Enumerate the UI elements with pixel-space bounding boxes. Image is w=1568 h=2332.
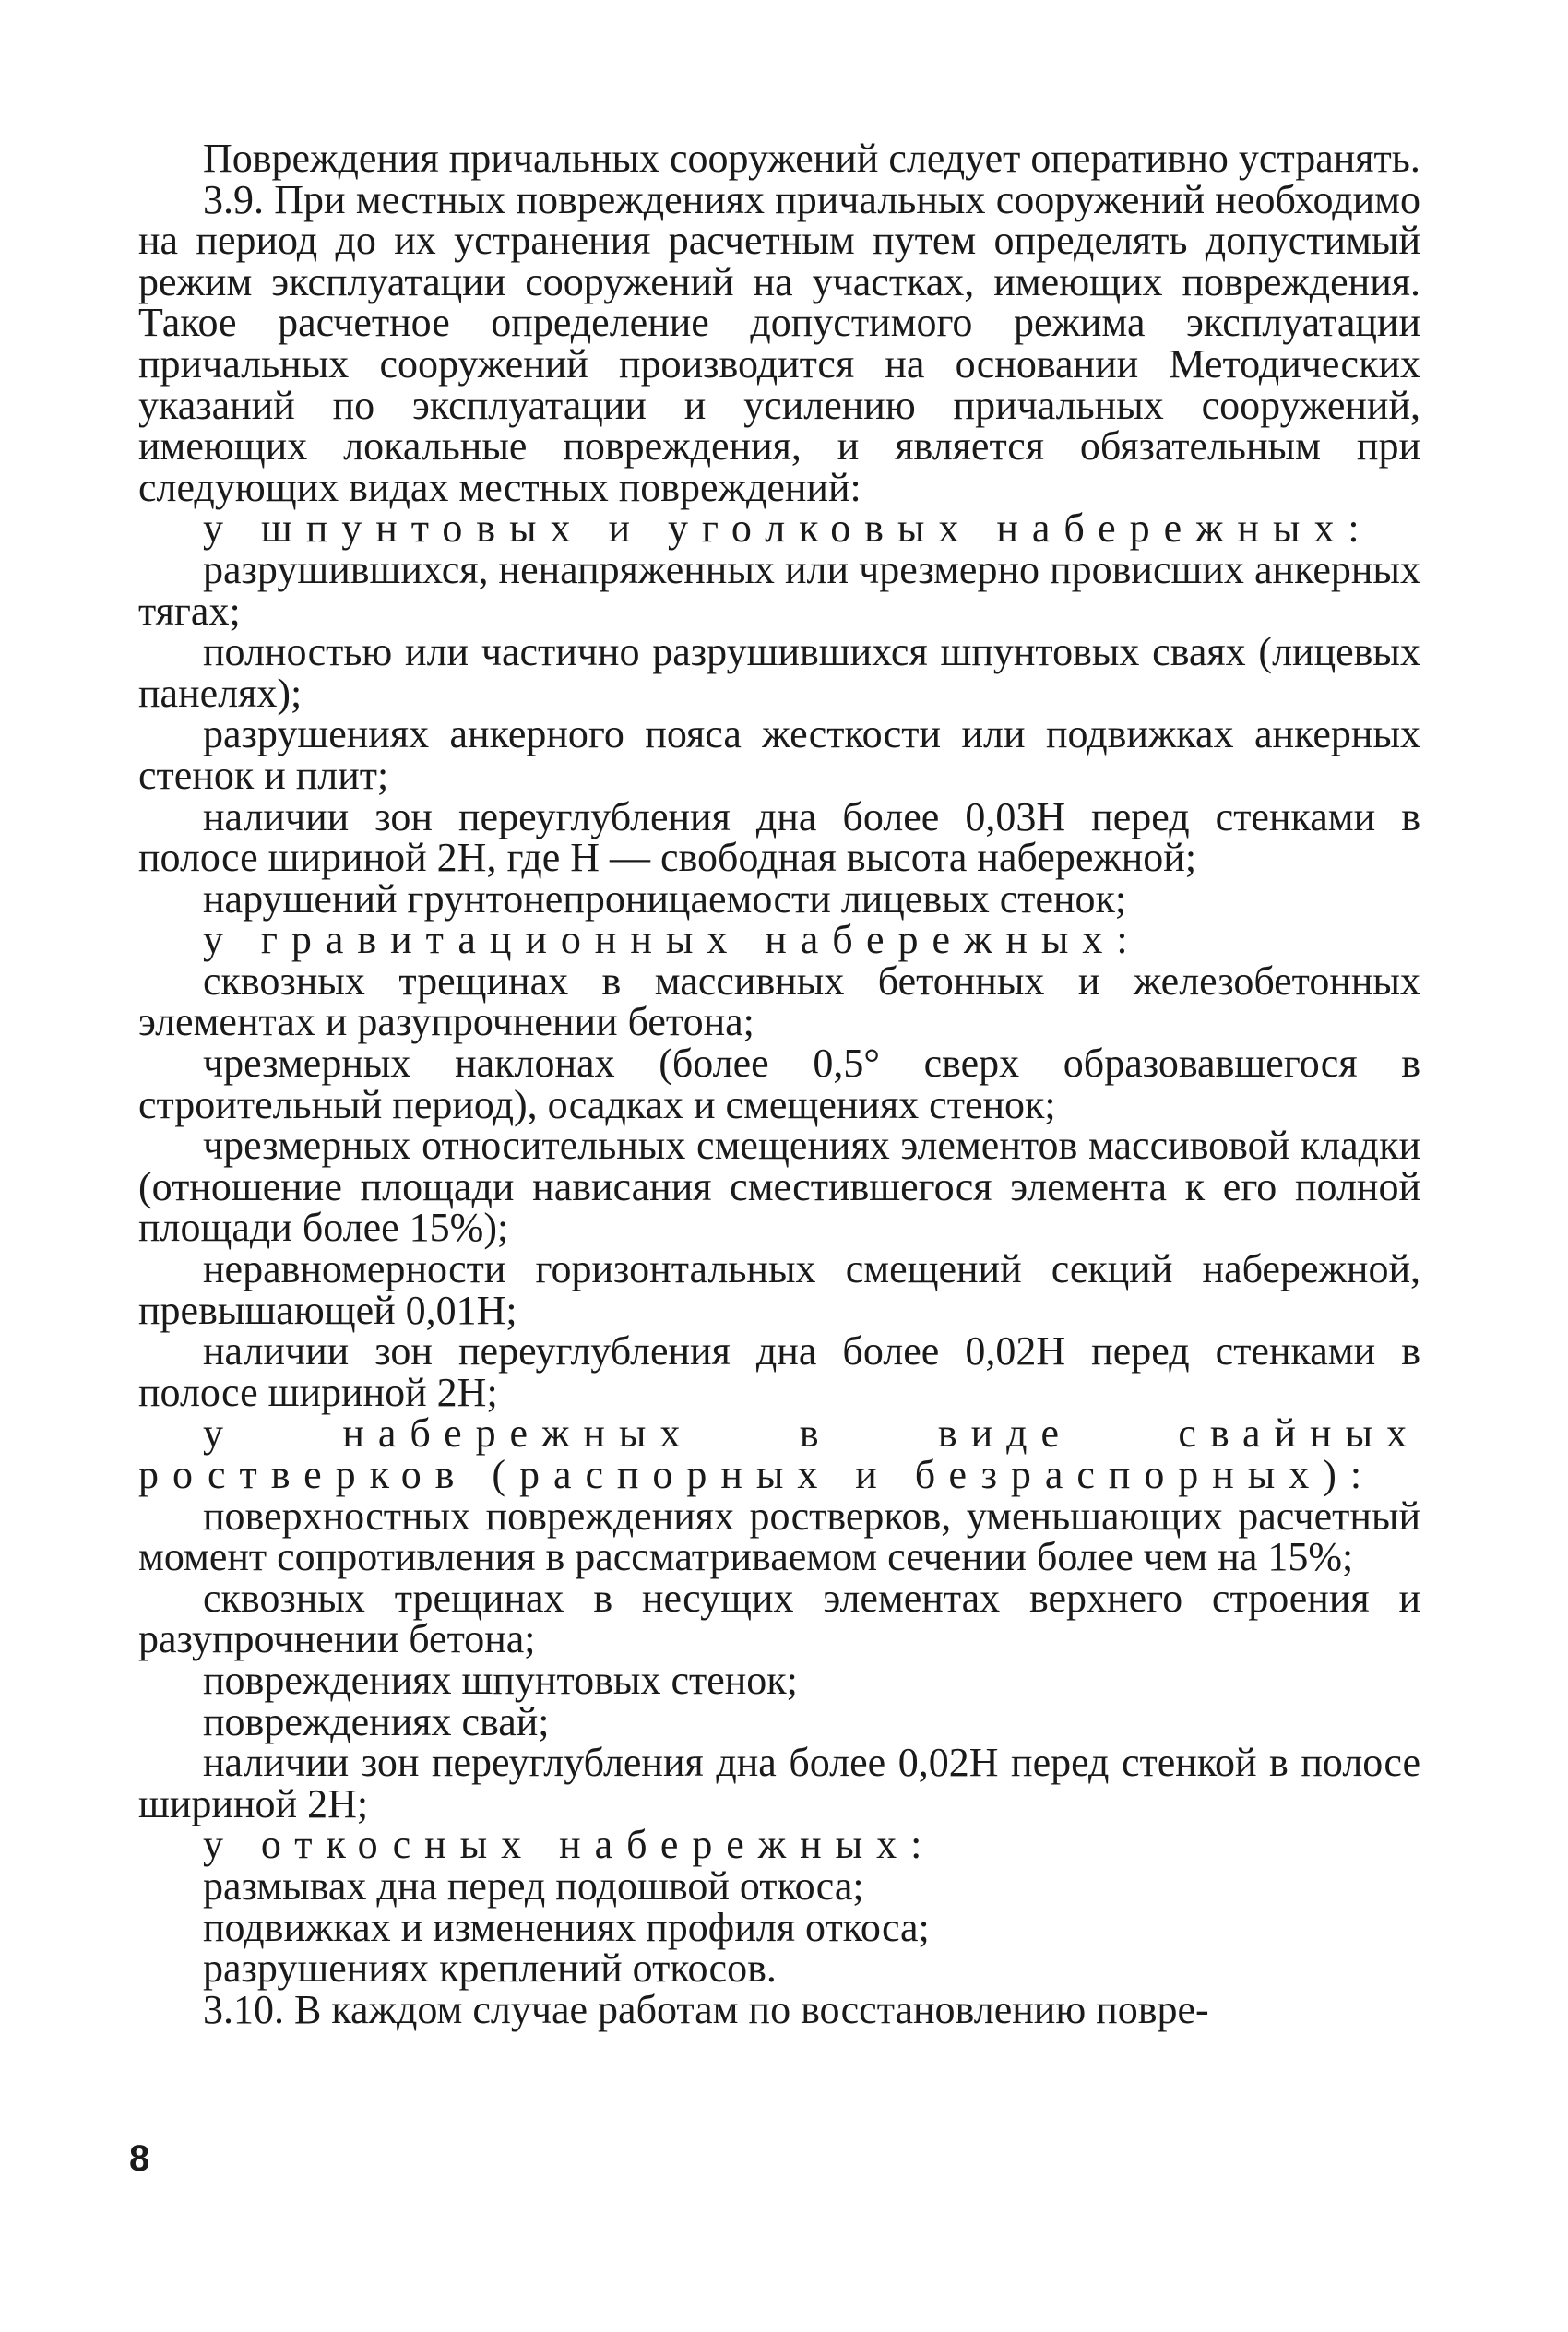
list-item: поверхностных повреждениях ростверков, уменьшающих расчетный момент сопротивления в рассматриваемом сечении более чем на 15%; (138, 1493, 1420, 1580)
list-item: наличии зон переуглубления дна более 0,02H перед стенкой в полосе шириной 2H; (138, 1740, 1420, 1826)
page-number: 8 (129, 2138, 150, 2179)
subheading-gravity-quays: у гравитационных набережных: (203, 917, 1142, 963)
list-item: чрезмерных относительных смещениях элементов массивовой кладки (отношение площади нависания сместившегося элемента к его полной площади более 15%); (138, 1123, 1420, 1251)
list-item: разрушившихся, ненапряженных или чрезмерно провисших анкерных тягах; (138, 546, 1420, 634)
paragraph-intro: Повреждения причальных сооружений следует оперативно устранять. (203, 136, 1420, 181)
paragraph-3-10: 3.10. В каждом случае работам по восстановлению повре- (203, 1986, 1209, 2032)
list-item: полностью или частично разрушившихся шпунтовых сваях (лицевых панелях); (138, 629, 1420, 716)
subheading-pile-grillage-quays: у набережных в виде свайных ростверков (распорных и безраспорных): (138, 1410, 1420, 1497)
list-item: чрезмерных наклонах (более 0,5° сверх образовавшегося в строительный период), осадках и смещениях стенок; (138, 1041, 1420, 1127)
list-item: неравномерности горизонтальных смещений секций набережной, превышающей 0,01H; (138, 1246, 1420, 1333)
paragraph-3-9: 3.9. При местных повреждениях причальных сооружений необходимо на период до их устранения расчетным путем определять допустимый режим эксплуатации сооружений на участках, имеющих повреждения. Такое расчетное определение допустимого режима эксплуатации причальных сооружений производится на основании Методических указаний по эксплуатации и усилению причальных сооружений, имеющих локальные повреждения, и является обязательным при следующих видах местных повреждений: (138, 176, 1420, 510)
subheading-sheet-pile-quays: у шпунтовых и уголковых набережных: (203, 506, 1373, 552)
document-page (138, 138, 1420, 2030)
list-item: наличии зон переуглубления дна более 0,02H перед стенками в полосе шириной 2H; (138, 1328, 1420, 1415)
list-item: подвижках и изменениях профиля откоса; (203, 1904, 930, 1950)
list-item: разрушениях анкерного пояса жесткости или подвижках анкерных стенок и плит; (138, 711, 1420, 798)
list-item: размывах дна перед подошвой откоса; (203, 1862, 864, 1909)
subheading-slope-quays: у откосных набережных: (203, 1822, 936, 1868)
list-item: повреждениях шпунтовых стенок; (203, 1657, 798, 1703)
list-item: разрушениях креплений откосов. (203, 1945, 777, 1992)
list-item: повреждениях свай; (203, 1698, 550, 1744)
list-item: нарушений грунтонепроницаемости лицевых стенок; (203, 875, 1127, 922)
list-item: сквозных трещинах в несущих элементах верхнего строения и разупрочнении бетона; (138, 1575, 1420, 1662)
list-item: сквозных трещинах в массивных бетонных и железобетонных элементах и разупрочнении бетона; (138, 958, 1420, 1045)
list-item: наличии зон переуглубления дна более 0,03H перед стенками в полосе шириной 2H, где H — свободная высота набережной; (138, 793, 1420, 881)
